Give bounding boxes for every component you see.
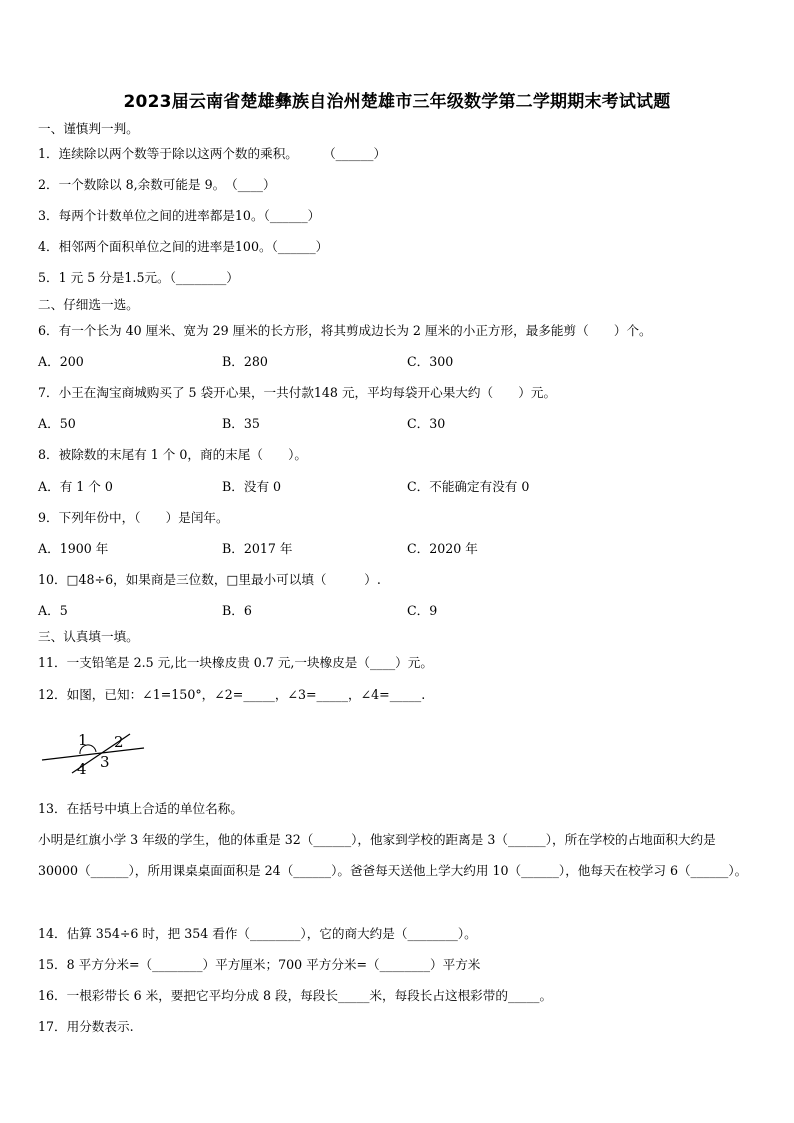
question-2: 2．一个数除以 8,余数可能是 9。 （____）: [38, 177, 276, 192]
q6-option-b: B．280: [222, 354, 268, 369]
question-6: 6．有一个长为 40 厘米、宽为 29 厘米的长方形，将其剪成边长为 2 厘米的小正方形，最多能剪（ ）个。: [38, 323, 652, 338]
q9-option-a: A．1900 年: [38, 541, 109, 556]
q10-option-c: C．9: [407, 603, 438, 618]
section-heading-judge: 一、谨慎判一判。: [38, 121, 139, 136]
question-10: 10．□48÷6，如果商是三位数，□里最小可以填（ ）.: [38, 572, 381, 587]
question-5: 5．1 元 5 分是1.5元。（________）: [38, 270, 239, 285]
question-16: 16．一根彩带长 6 米，要把它平均分成 8 段，每段长_____米，每段长占这根彩带的_____。: [38, 988, 553, 1003]
question-3: 3．每两个计数单位之间的进率都是10。（______）: [38, 208, 321, 223]
q9-option-c: C．2020 年: [407, 541, 478, 556]
question-12: 12．如图，已知：∠1=150°，∠2=_____，∠3=_____，∠4=_____.: [38, 687, 426, 702]
question-11: 11．一支铅笔是 2.5 元,比一块橡皮贵 0.7 元,一块橡皮是（____）元。: [38, 655, 433, 670]
question-13-body: 小明是红旗小学 3 年级的学生，他的体重是 32（______），他家到学校的距离是 3（______），所在学校的占地面积大约是 30000（______），所用课桌桌面面积是 24（______）。爸爸每天送他上学大约用 10（______），他每天在校学习 6（______）。: [38, 832, 748, 878]
figure-label-3: 3: [100, 753, 110, 771]
section-heading-choose: 二、仔细选一选。: [38, 297, 139, 312]
question-9: 9．下列年份中，（ ）是闰年。: [38, 510, 229, 525]
page-title: 2023届云南省楚雄彝族自治州楚雄市三年级数学第二学期期末考试试题: [123, 92, 671, 112]
q7-option-c: C．30: [407, 416, 446, 431]
question-14: 14．估算 354÷6 时，把 354 看作（________），它的商大约是（________）。: [38, 926, 477, 941]
q10-option-a: A．5: [38, 603, 68, 618]
question-15: 15．8 平方分米=（________）平方厘米；700 平方分米=（________）平方米: [38, 957, 481, 972]
question-1: 1．连续除以两个数等于除以这两个数的乘积。 （______）: [38, 146, 387, 161]
q8-option-a: A．有 1 个 0: [38, 479, 113, 494]
q6-option-a: A．200: [38, 354, 84, 369]
question-17: 17．用分数表示.: [38, 1019, 134, 1034]
question-13: 13．在括号中填上合适的单位名称。: [38, 801, 243, 816]
question-8: 8．被除数的末尾有 1 个 0，商的末尾（ ）。: [38, 447, 308, 462]
section-heading-fill: 三、认真填一填。: [38, 629, 139, 644]
q10-option-b: B．6: [222, 603, 252, 618]
q7-option-b: B．35: [222, 416, 260, 431]
figure-label-4: 4: [77, 760, 87, 778]
question-7: 7．小王在淘宝商城购买了 5 袋开心果，一共付款148 元，平均每袋开心果大约（ ）元。: [38, 385, 557, 400]
figure-label-1: 1: [78, 731, 88, 749]
question-4: 4．相邻两个面积单位之间的进率是100。（______）: [38, 239, 329, 254]
q6-option-c: C．300: [407, 354, 454, 369]
figure-label-2: 2: [114, 733, 124, 751]
q8-option-c: C．不能确定有没有 0: [407, 479, 530, 494]
angle-figure: [40, 728, 150, 778]
q7-option-a: A．50: [38, 416, 76, 431]
q9-option-b: B．2017 年: [222, 541, 293, 556]
q8-option-b: B．没有 0: [222, 479, 282, 494]
